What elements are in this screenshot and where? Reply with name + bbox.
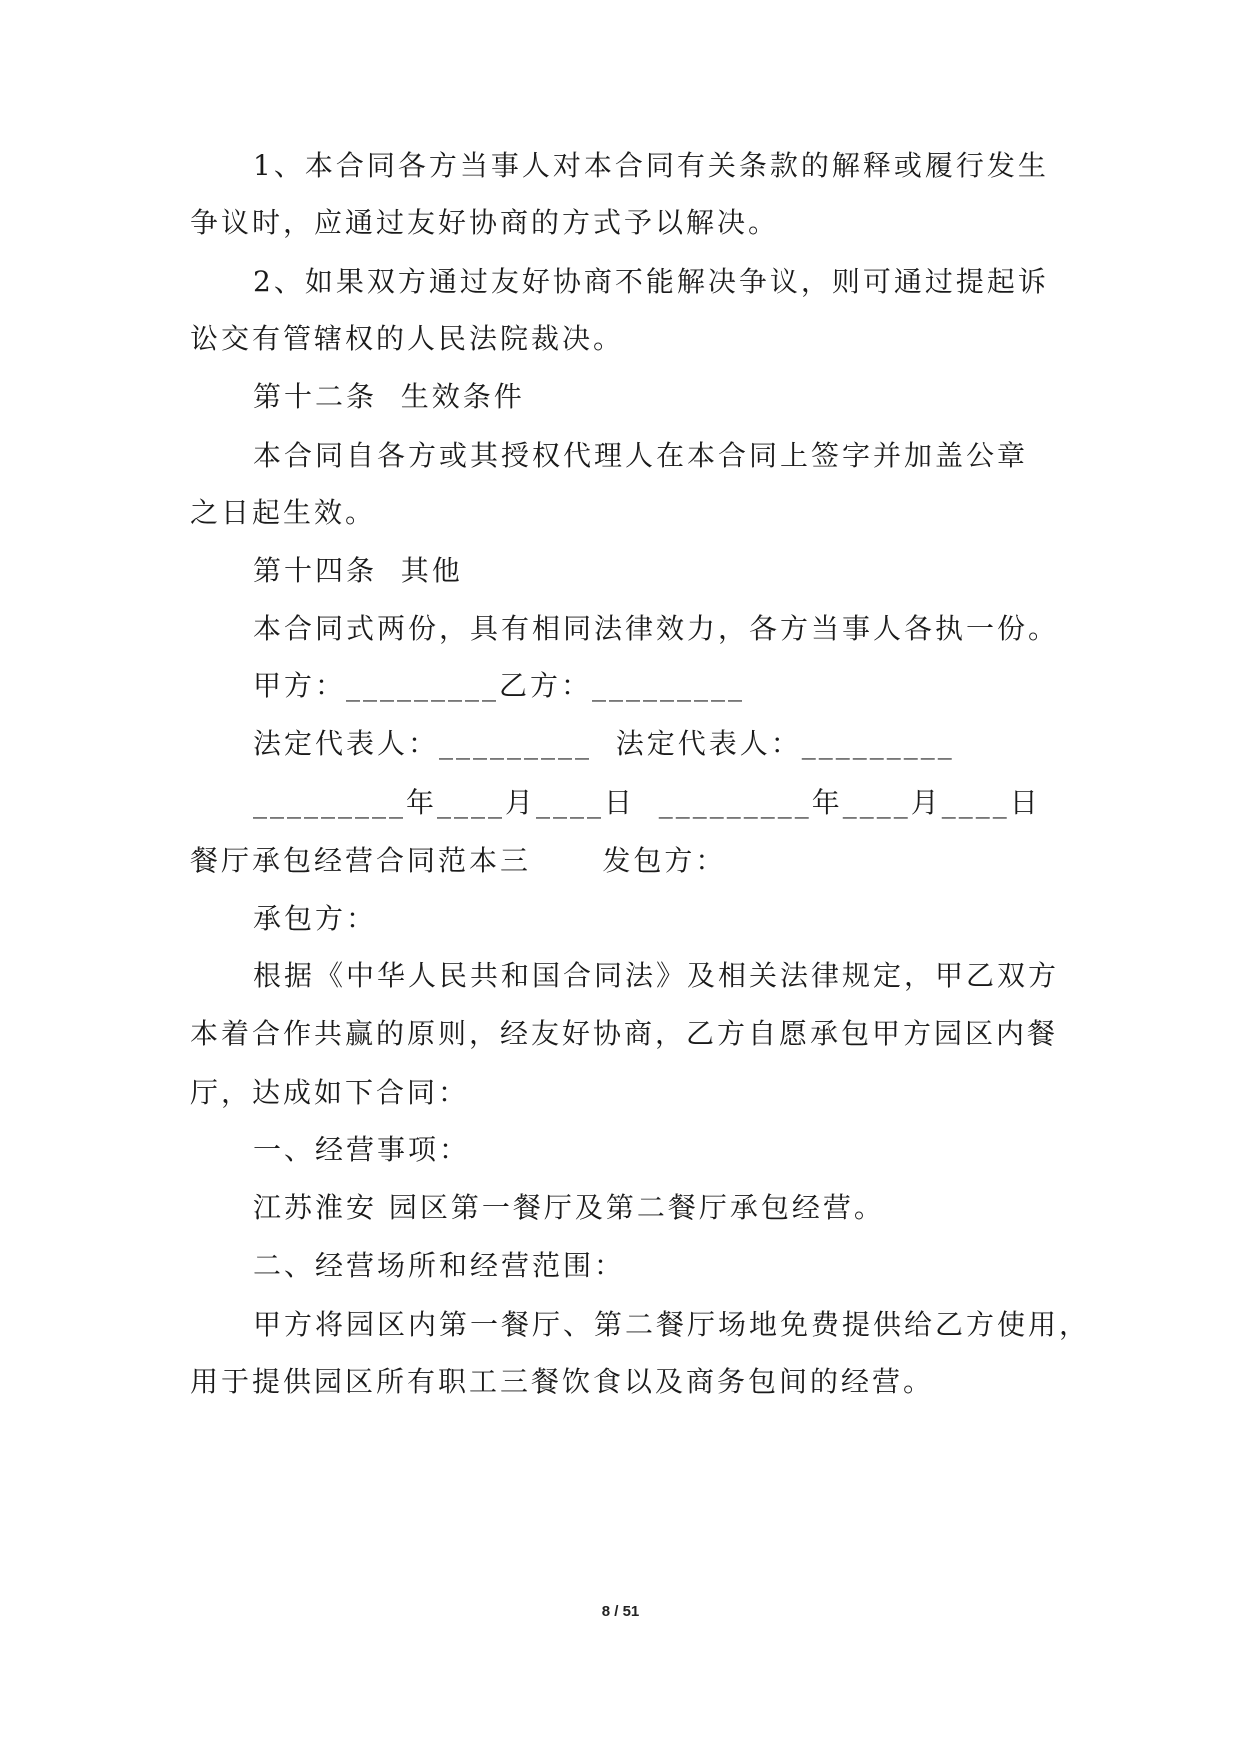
paragraph-line: 甲方将园区内第一餐厅、第二餐厅场地免费提供给乙方使用， (253, 1308, 1091, 1341)
paragraph-line: 2、如果双方通过友好协商不能解决争议，则可通过提起诉 (253, 265, 1049, 298)
contractor-line: 承包方： (253, 902, 378, 935)
section-heading: 第十四条 其他 (253, 554, 463, 587)
section-heading: 第十二条 生效条件 (253, 380, 525, 413)
section-heading: 一、经营事项： (253, 1133, 471, 1166)
contract-title-line: 餐厅承包经营合同范本三 发包方： (190, 844, 727, 877)
paragraph-line: 1、本合同各方当事人对本合同有关条款的解释或履行发生 (253, 149, 1049, 182)
paragraph-line: 江苏淮安 园区第一餐厅及第二餐厅承包经营。 (253, 1191, 885, 1224)
paragraph-line: 本着合作共赢的原则，经友好协商，乙方自愿承包甲方园区内餐 (190, 1017, 1059, 1050)
signature-date-line: _________年____月____日 _________年____月____日 (253, 786, 1041, 819)
section-heading: 二、经营场所和经营范围： (253, 1249, 626, 1282)
paragraph-line: 根据《中华人民共和国合同法》及相关法律规定，甲乙双方 (253, 959, 1060, 992)
paragraph-line: 争议时，应通过友好协商的方式予以解决。 (190, 206, 780, 239)
paragraph-line: 本合同自各方或其授权代理人在本合同上签字并加盖公章 (253, 439, 1029, 472)
signature-parties-line: 甲方：_________乙方：_________ (253, 669, 746, 702)
page-number: 8 / 51 (601, 1603, 640, 1620)
paragraph-line: 讼交有管辖权的人民法院裁决。 (190, 322, 625, 355)
paragraph-line: 厅，达成如下合同： (190, 1076, 470, 1109)
paragraph-line: 之日起生效。 (190, 496, 377, 529)
signature-representatives-line: 法定代表人：_________ 法定代表人：_________ (253, 727, 955, 760)
paragraph-line: 本合同式两份，具有相同法律效力，各方当事人各执一份。 (253, 612, 1060, 645)
paragraph-line: 用于提供园区所有职工三餐饮食以及商务包间的经营。 (190, 1365, 935, 1398)
